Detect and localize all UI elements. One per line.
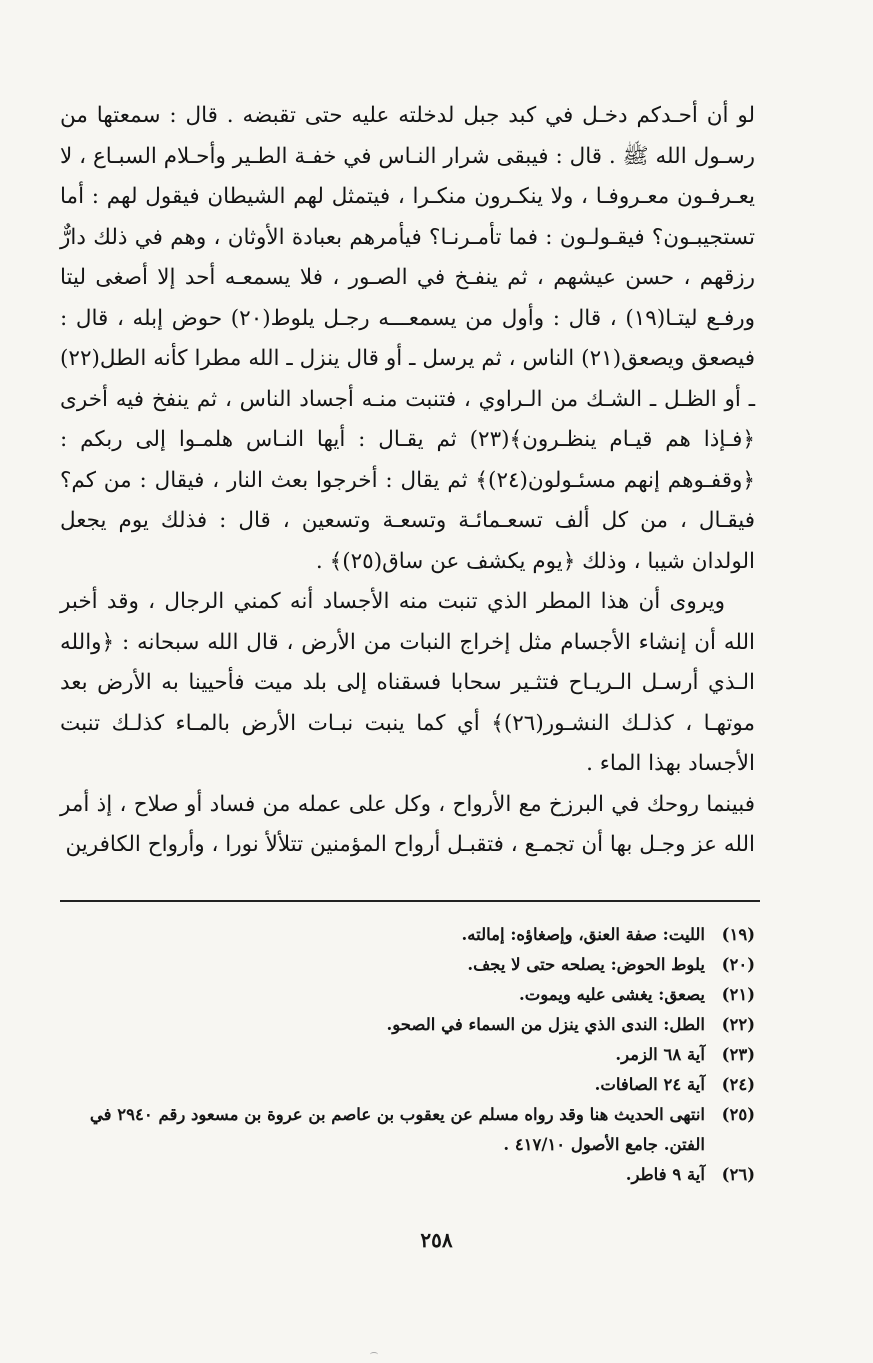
footnote-text: آية ٦٨ الزمر.	[615, 1045, 705, 1064]
footnotes	[60, 920, 755, 1190]
page-content	[60, 96, 755, 866]
footnote-number: (٢٠)	[721, 955, 755, 974]
footnote-number: (٢٣)	[721, 1045, 755, 1064]
paragraph-1: لو أن أحـدكم دخـل في كبد جبل لدخلته عليه حتى تقبضه . قال : سمعتها من رسـول الله ﷺ . قال : فيبقى شرار النـاس في خفـة الطـير وأحـلام السبـاع ، لا يعـرفـون معـروفـا ، ولا ينكـرون منكـرا ، فيتمثل لهم الشيطان فيقول لهم : أما تستجيبـون؟ فيقـولـون : فما تأمـرنـا؟ فيأمرهم بعبادة الأوثان ، وهم في ذلك دارٌّ رزقهم ، حسن عيشهم ، ثم ينفـخ في الصـور ، فلا يسمعـه أحد إلا أصغى ليتا ورفـع ليتـا(١٩) ، قال : وأول من يسمعـــه رجـل يلوط(٢٠) حوض إبله ، قال : فيصعق ويصعق(٢١) الناس ، ثم يرسل ـ أو قال ينزل ـ الله مطرا كأنه الطل(٢٢) ـ أو الظـل ـ الشـك من الـراوي ، فتنبت منـه أجساد الناس ، ثم ينفخ فيه أخرى ﴿فـإذا هم قيـام ينظـرون﴾(٢٣) ثم يقـال : أيها النـاس هلمـوا إلى ربكم : ﴿وقفـوهم إنهم مسئـولون(٢٤)﴾ ثم يقال : أخرجوا بعث النار ، فيقال : من كم؟ فيقـال ، من كل ألف تسعـمائـة وتسعـة وتسعين ، قال : فذلك يوم يجعل الولدان شيبا ، وذلك ﴿يوم يكشف عن ساق(٢٥)﴾ .	[60, 103, 756, 574]
footnote-number: (٢١)	[721, 985, 755, 1004]
footnote-text: يلوط الحوض: يصلحه حتى لا يجف.	[467, 955, 705, 974]
footnote-20	[60, 950, 755, 980]
footnote-25	[60, 1100, 755, 1160]
page-number: ٢٥٨	[420, 1228, 453, 1252]
main-text	[60, 96, 755, 866]
footnote-24	[60, 1070, 755, 1100]
footnote-text: آية ٩ فاطر.	[625, 1165, 705, 1184]
scan-mark	[370, 1352, 378, 1357]
footnote-26	[60, 1160, 755, 1190]
footnote-text: انتهى الحديث هنا وقد رواه مسلم عن يعقوب بن عاصم بن عروة بن مسعود رقم ٢٩٤٠ في الفتن. جامع الأصول ٤١٧/١٠ .	[89, 1105, 705, 1154]
footnote-text: الطل: الندى الذي ينزل من السماء في الصحو.	[386, 1015, 705, 1034]
footnote-number: (٢٥)	[721, 1105, 755, 1124]
footnote-divider	[60, 900, 760, 902]
footnote-19	[60, 920, 755, 950]
footnote-text: آية ٢٤ الصافات.	[594, 1075, 705, 1094]
footnote-22	[60, 1010, 755, 1040]
footnote-21	[60, 980, 755, 1010]
footnote-number: (٢٢)	[721, 1015, 755, 1034]
footnote-text: الليت: صفة العنق، وإصغاؤه: إمالته.	[461, 925, 705, 944]
paragraph-2: ويروى أن هذا المطر الذي تنبت منه الأجساد أنه كمني الرجال ، وقد أخبر الله أن إنشاء الأجسام مثل إخراج النبات من الأرض ، قال الله سبحانه : ﴿والله الـذي أرسـل الـريـاح فتثـير سحابا فسقناه إلى بلد ميت فأحيينا به الأرض بعد موتهـا ، كذلـك النشـور(٢٦)﴾ أي كما ينبت نبـات الأرض بالمـاء كذلـك تنبت الأجساد بهذا الماء .	[60, 589, 755, 776]
footnote-23	[60, 1040, 755, 1070]
footnote-number: (١٩)	[721, 925, 755, 944]
paragraph-3: فبينما روحك في البرزخ مع الأرواح ، وكل على عمله من فساد أو صلاح ، إذ أمر الله عز وجـل بها أن تجمـع ، فتقبـل أرواح المؤمنين تتلألأ نورا ، وأرواح الكافرين	[60, 791, 755, 857]
footnote-number: (٢٦)	[721, 1165, 755, 1184]
footnote-text: يصعق: يغشى عليه ويموت.	[518, 985, 705, 1004]
footnote-number: (٢٤)	[721, 1075, 755, 1094]
